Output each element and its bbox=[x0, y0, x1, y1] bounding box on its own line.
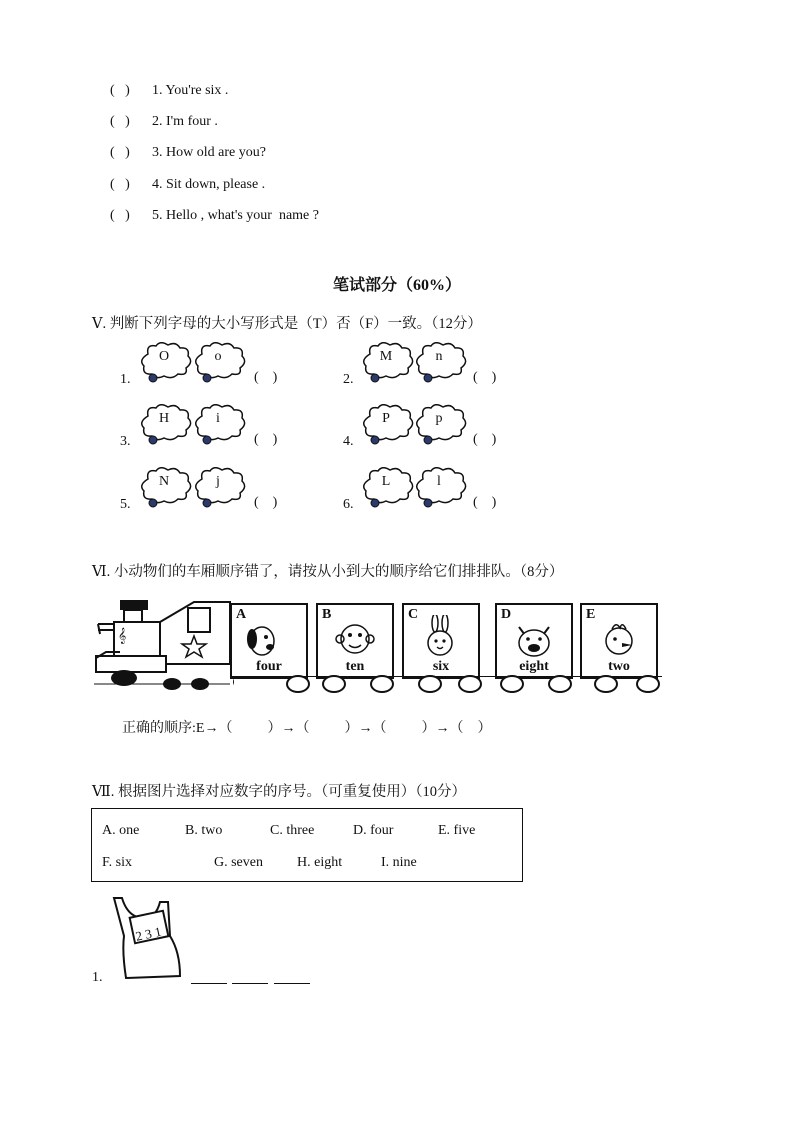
train-rail bbox=[232, 676, 662, 677]
option-b: B. two bbox=[185, 823, 223, 838]
uppercase-letter: N bbox=[158, 474, 170, 489]
uppercase-bubble bbox=[360, 404, 416, 448]
car-word: eight bbox=[519, 659, 549, 674]
option-f: F. six bbox=[102, 855, 133, 870]
listening-item bbox=[110, 145, 266, 161]
dog-face-icon bbox=[232, 615, 306, 659]
lowercase-bubble bbox=[413, 404, 469, 448]
bubble-item-number: 1. bbox=[120, 372, 131, 387]
item-text: 1. You're six . bbox=[152, 83, 229, 98]
uppercase-bubble bbox=[138, 342, 194, 386]
lowercase-bubble bbox=[413, 467, 469, 511]
wheel-icon bbox=[286, 675, 310, 693]
wheel-icon bbox=[418, 675, 442, 693]
lowercase-bubble bbox=[192, 342, 248, 386]
listening-item bbox=[110, 83, 228, 99]
option-h: H. eight bbox=[297, 855, 343, 870]
section6-heading: Ⅵ. 小动物们的车厢顺序错了，请按从小到大的顺序给它们排排队。（8分） bbox=[92, 564, 564, 580]
wheel-icon bbox=[500, 675, 524, 693]
lowercase-bubble bbox=[413, 342, 469, 386]
uppercase-bubble bbox=[138, 404, 194, 448]
answer-paren[interactable]: ( ) bbox=[110, 177, 130, 192]
bubble-item-number: 6. bbox=[343, 497, 354, 512]
jersey-number-tag: 2 3 1 bbox=[134, 923, 163, 944]
option-d: D. four bbox=[353, 823, 394, 838]
car-word: two bbox=[608, 659, 630, 674]
listening-item bbox=[110, 177, 265, 193]
car-letter: D bbox=[501, 607, 512, 622]
q1-number: 1. bbox=[92, 970, 103, 985]
train-car bbox=[230, 603, 308, 679]
wheel-icon bbox=[548, 675, 572, 693]
answer-blank[interactable] bbox=[274, 983, 310, 984]
section5-heading: Ⅴ. 判断下列字母的大小写形式是（T）否（F）一致。（12分） bbox=[92, 316, 482, 332]
section7-heading: Ⅶ. 根据图片选择对应数字的序号。（可重复使用）（10分） bbox=[92, 784, 466, 800]
uppercase-bubble bbox=[360, 342, 416, 386]
lowercase-letter: j bbox=[216, 474, 220, 489]
tf-answer-paren[interactable]: ( ) bbox=[473, 370, 497, 385]
bubble-item-number: 4. bbox=[343, 434, 354, 449]
lowercase-letter: l bbox=[437, 474, 441, 489]
listening-item bbox=[110, 208, 319, 224]
item-text: 5. Hello , what's your name ? bbox=[152, 208, 319, 223]
option-g: G. seven bbox=[214, 855, 263, 870]
uppercase-letter: L bbox=[381, 474, 391, 489]
svg-text:𝄞: 𝄞 bbox=[118, 628, 127, 644]
uppercase-letter: O bbox=[158, 349, 170, 364]
tf-answer-paren[interactable]: ( ) bbox=[254, 432, 278, 447]
order-answer-line[interactable]: 正确的顺序:E→（ ）→（ ）→（ ）→（ ） bbox=[122, 721, 492, 736]
uppercase-bubble bbox=[138, 467, 194, 511]
train-car bbox=[580, 603, 658, 679]
car-word: four bbox=[256, 659, 282, 674]
train-car bbox=[402, 603, 480, 679]
item-text: 2. I'm four . bbox=[152, 114, 218, 129]
answer-paren[interactable]: ( ) bbox=[110, 145, 130, 160]
car-letter: B bbox=[322, 607, 332, 622]
answer-paren[interactable]: ( ) bbox=[110, 114, 130, 129]
train-car bbox=[495, 603, 573, 679]
option-i: I. nine bbox=[381, 855, 417, 870]
tf-answer-paren[interactable]: ( ) bbox=[473, 495, 497, 510]
answer-paren[interactable]: ( ) bbox=[110, 208, 130, 223]
lowercase-letter: i bbox=[216, 411, 220, 426]
uppercase-letter: P bbox=[382, 411, 390, 426]
wheel-icon bbox=[458, 675, 482, 693]
train-car bbox=[316, 603, 394, 679]
listening-item bbox=[110, 114, 218, 130]
car-word: ten bbox=[345, 659, 365, 674]
wheel-icon bbox=[594, 675, 618, 693]
car-letter: A bbox=[236, 607, 247, 622]
wheel-icon bbox=[636, 675, 660, 693]
tf-answer-paren[interactable]: ( ) bbox=[254, 370, 278, 385]
option-e: E. five bbox=[438, 823, 476, 838]
lowercase-bubble bbox=[192, 467, 248, 511]
answer-blank[interactable] bbox=[232, 983, 268, 984]
uppercase-letter: M bbox=[379, 349, 393, 364]
bird-face-icon bbox=[582, 615, 656, 659]
answer-paren[interactable]: ( ) bbox=[110, 83, 130, 98]
car-letter: C bbox=[408, 607, 419, 622]
car-letter: E bbox=[586, 607, 596, 622]
tf-answer-paren[interactable]: ( ) bbox=[473, 432, 497, 447]
uppercase-bubble bbox=[360, 467, 416, 511]
jersey-icon bbox=[104, 892, 188, 982]
item-text: 4. Sit down, please . bbox=[152, 177, 266, 192]
bubble-item-number: 5. bbox=[120, 497, 131, 512]
options-box bbox=[91, 808, 523, 882]
written-section-title: 笔试部分（60%） bbox=[332, 277, 461, 294]
uppercase-letter: H bbox=[158, 411, 170, 426]
car-word: six bbox=[432, 659, 450, 674]
lowercase-letter: n bbox=[435, 349, 443, 364]
train-engine-icon bbox=[94, 594, 234, 694]
bubble-item-number: 2. bbox=[343, 372, 354, 387]
rabbit-face-icon bbox=[404, 615, 478, 659]
lowercase-bubble bbox=[192, 404, 248, 448]
wheel-icon bbox=[370, 675, 394, 693]
bubble-item-number: 3. bbox=[120, 434, 131, 449]
pig-face-icon bbox=[497, 615, 571, 659]
option-c: C. three bbox=[270, 823, 315, 838]
wheel-icon bbox=[322, 675, 346, 693]
item-text: 3. How old are you? bbox=[152, 145, 266, 160]
tf-answer-paren[interactable]: ( ) bbox=[254, 495, 278, 510]
answer-blank[interactable] bbox=[191, 983, 227, 984]
monkey-face-icon bbox=[318, 615, 392, 659]
option-a: A. one bbox=[102, 823, 140, 838]
lowercase-letter: p bbox=[435, 411, 443, 426]
lowercase-letter: o bbox=[214, 349, 222, 364]
